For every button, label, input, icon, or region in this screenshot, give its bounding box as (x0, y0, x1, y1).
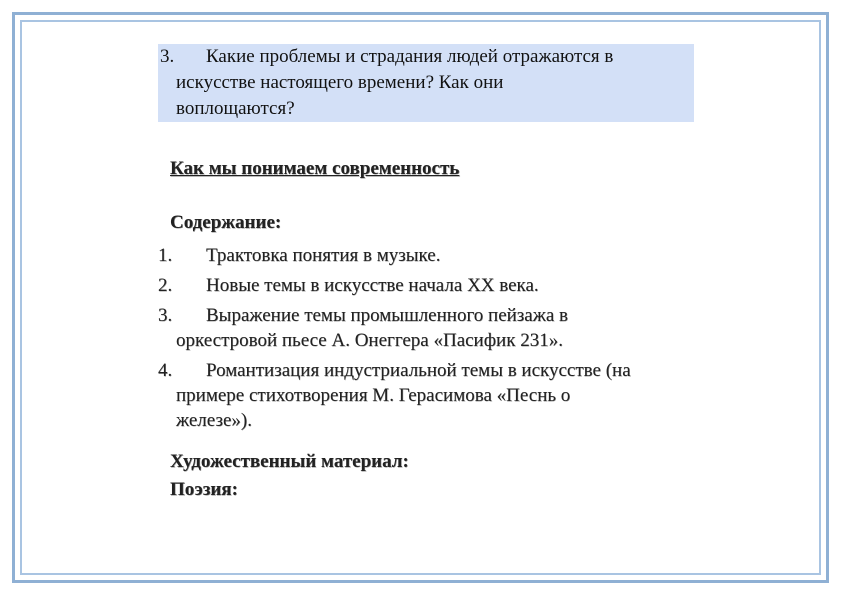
question-line-1: Какие проблемы и страдания людей отражаются в (206, 46, 614, 67)
material-heading: Художественный материал: (170, 451, 409, 472)
contents-list (158, 243, 718, 438)
list-item (158, 303, 718, 353)
list-item-text: Новые темы в искусстве начала XX века. (206, 275, 539, 296)
question-line-3: воплощаются? (176, 98, 295, 119)
list-item-number: 2. (158, 275, 173, 296)
list-item-number: 3. (158, 305, 173, 326)
question-box (158, 44, 694, 122)
list-item (158, 273, 718, 298)
list-item-number: 1. (158, 245, 173, 266)
list-item-text: примере стихотворения М. Герасимова «Песнь о (176, 385, 571, 406)
list-item-text: железе»). (176, 410, 252, 431)
list-item-text: оркестровой пьесе А. Онеггера «Пасифик 231». (176, 330, 563, 351)
list-item (158, 243, 718, 268)
list-item-text: Выражение темы промышленного пейзажа в (206, 305, 569, 326)
lesson-title: Как мы понимаем современность (170, 158, 460, 179)
question-number: 3. (160, 46, 175, 67)
contents-heading: Содержание: (170, 212, 282, 233)
list-item-text: Романтизация индустриальной темы в искусстве (на (206, 360, 631, 381)
question-line-2: искусстве настоящего времени? Как они (176, 72, 504, 93)
list-item (158, 358, 718, 433)
list-item-text: Трактовка понятия в музыке. (206, 245, 441, 266)
list-item-number: 4. (158, 360, 173, 381)
poetry-heading: Поэзия: (170, 479, 238, 500)
